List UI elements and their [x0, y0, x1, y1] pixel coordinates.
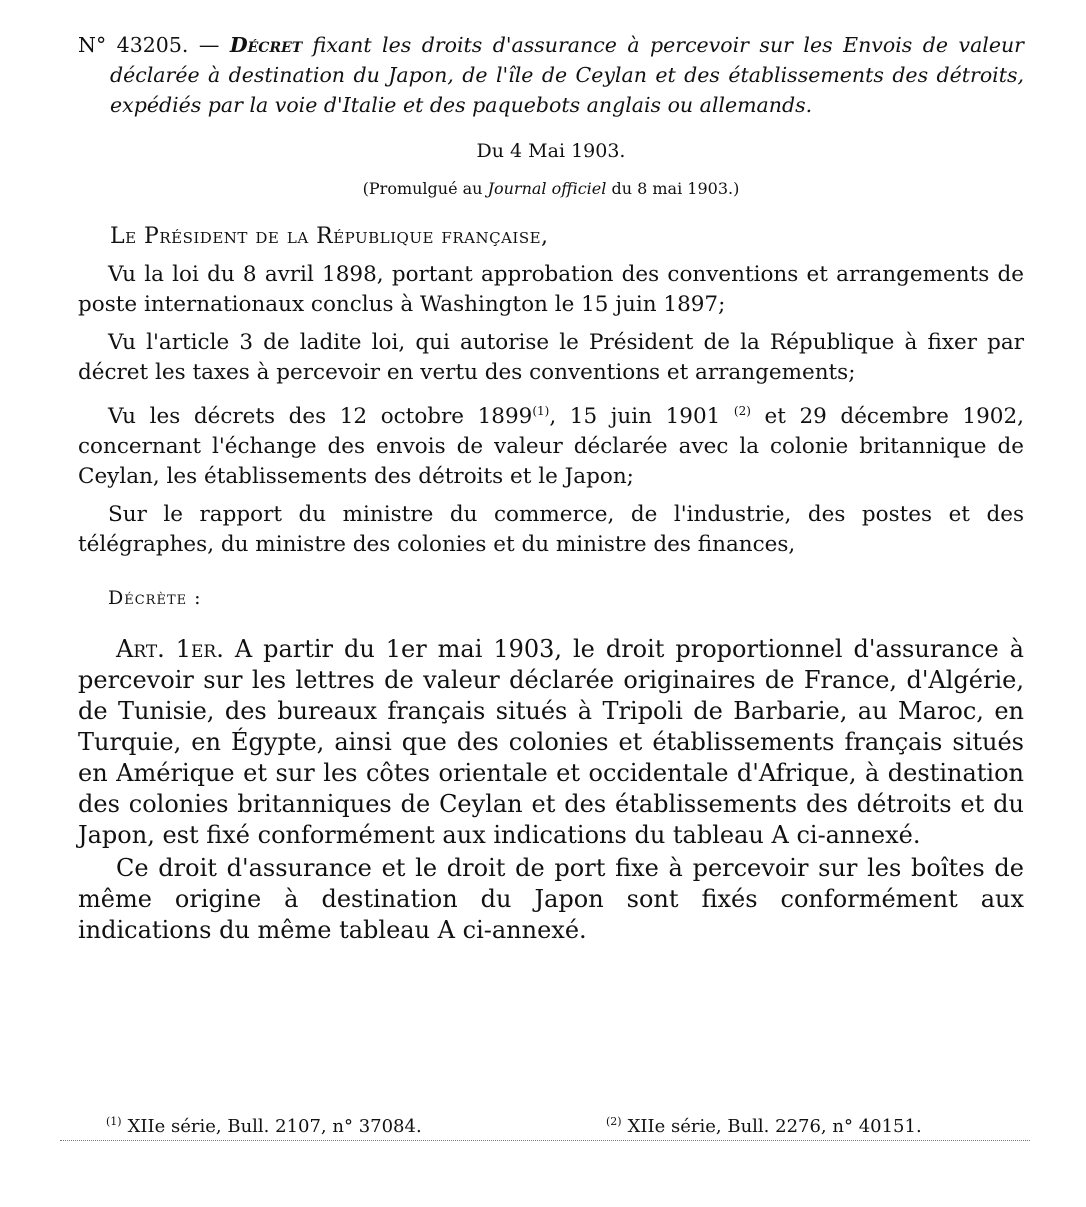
- footnote-2: [606, 1110, 922, 1139]
- footnote-1-mark: (1): [106, 1115, 122, 1128]
- paragraph-decrees: [78, 396, 1024, 492]
- document-page: [78, 30, 1024, 946]
- decree-title-text: fixant les droits d'assurance à percevoir sur les Envois de valeur déclarée à destination du Japon, de l'île de Ceylan et des établissements des détroits, expédiés par la voie d'Italie et des paquebots anglais ou allemands.: [110, 33, 1024, 117]
- article-1: [78, 634, 1024, 851]
- paragraph-rapport: Sur le rapport du ministre du commerce, de l'industrie, des postes et des télégraphes, du ministre des colonies et du ministre des finances,: [78, 502, 1024, 558]
- decrees-part-3: et 29 décembre 1902, concernant l'échange des envois de valeur déclarée avec la colonie britannique de Ceylan, les établissements des détroits et le Japon;: [78, 404, 1024, 490]
- paragraph-loi-1898: Vu la loi du 8 avril 1898, portant approbation des conventions et arrangements de poste internationaux conclus à Washington le 15 juin 1897;: [78, 262, 1024, 317]
- promulgation-journal: Journal officiel: [487, 179, 607, 198]
- promulgation-after: du 8 mai 1903.): [611, 179, 740, 198]
- decree-title-word: Décret: [229, 33, 303, 57]
- decree-number: N° 43205. —: [78, 33, 220, 57]
- footnote-1-text: XIIe série, Bull. 2107, n° 37084.: [127, 1116, 422, 1137]
- article-1-text: A partir du 1er mai 1903, le droit proportionnel d'assurance à percevoir sur les lettres de valeur déclarée originaires de France, d'Algérie, de Tunisie, des bureaux français situés à Tripoli de Barbarie, au Maroc, en Turquie, en Égypte, ainsi que des colonies et établissements français situés en Amérique et sur les côtes orientale et occidentale d'Afrique, à destination des colonies britanniques de Ceylan et des établissements des détroits et du Japon, est fixé conformément aux indications du tableau A ci-annexé.: [78, 635, 1024, 850]
- promulgation-before: (Promulgué au: [362, 179, 483, 198]
- article-1-label: Art. 1er.: [116, 635, 224, 664]
- footnote-ref-2: (2): [733, 404, 751, 418]
- footnote-2-text: XIIe série, Bull. 2276, n° 40151.: [627, 1116, 922, 1137]
- decrees-part-1: Vu les décrets des 12 octobre 1899: [108, 404, 533, 430]
- decrees-part-2: , 15 juin 1901: [549, 404, 721, 430]
- paragraph-article-3: Vu l'article 3 de ladite loi, qui autorise le Président de la République à fixer par décret les taxes à percevoir en vertu des conventions et arrangements;: [78, 330, 1024, 385]
- promulgation-note: [78, 178, 1024, 200]
- bottom-rule: [60, 1140, 1030, 1142]
- footnote-ref-1: (1): [532, 404, 550, 418]
- footnote-2-mark: (2): [606, 1115, 622, 1128]
- decree-date: Du 4 Mai 1903.: [476, 140, 626, 162]
- footnote-1: [106, 1110, 422, 1139]
- article-1-second-paragraph: Ce droit d'assurance et le droit de port fixe à percevoir sur les boîtes de même origine à destination du Japon sont fixés conformément aux indications du même tableau A ci-annexé.: [78, 854, 1024, 945]
- decree-header: [78, 30, 1024, 120]
- decrete-heading: Décrète :: [108, 587, 202, 610]
- president-heading: Le Président de la République française,: [110, 224, 549, 249]
